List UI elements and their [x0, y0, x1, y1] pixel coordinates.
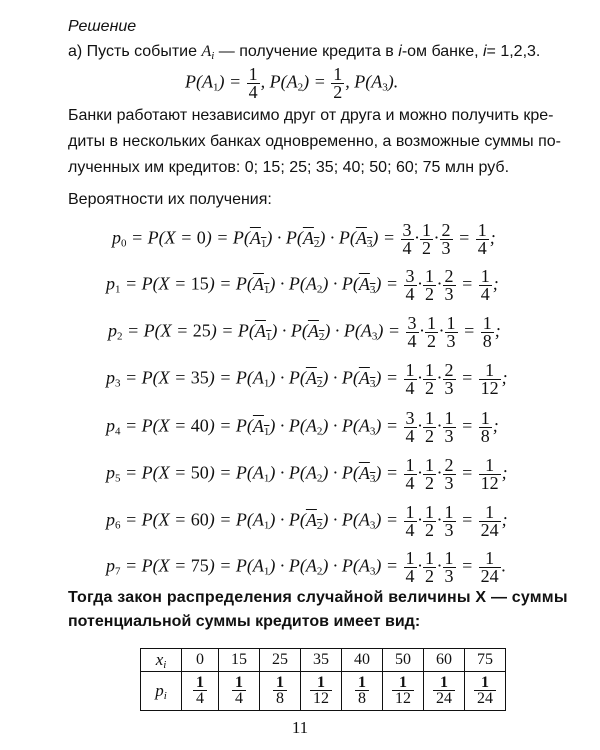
- page-number: 11: [291, 718, 309, 737]
- conclusion-line-1: Тогда закон распределения случайной величины X — суммы: [68, 589, 568, 606]
- x-value-cell: 75: [465, 649, 506, 672]
- formula-p4: $p_4 = P(X = 40) = P(A_1) \cdot P(A_2) \cdot P(A_3)$ = $\frac{3}{4}$ · $\frac{1}{2}$ · $\frac{1}{3}$ = $\frac{1}{8}$ ;: [106, 408, 499, 446]
- p-header-cell: $p_i$: [141, 672, 182, 711]
- p-value-cell: $\frac{1}{12}$: [301, 672, 342, 711]
- x-value-cell: 15: [219, 649, 260, 672]
- p-value-cell: $\frac{1}{8}$: [260, 672, 301, 711]
- paragraph-line-3: лученных им кредитов: 0; 15; 25; 35; 40; 50; 60; 75 млн руб.: [68, 159, 510, 176]
- part-a-statement: а) Пусть событие $A_i$ — получение кредита в i-ом банке, i= 1,2,3.: [68, 43, 541, 62]
- probabilities-heading: Вероятности их получения:: [68, 191, 272, 208]
- bank-probabilities-formula: $P(A_1)$ = $\frac{1}{4}$ , $P(A_2)$ = $\frac{1}{2}$ , $P(A_3)$.: [185, 64, 399, 102]
- table-row-x: [141, 649, 506, 672]
- paragraph-line-1: Банки работают независимо друг от друга и можно получить кре-: [68, 107, 554, 124]
- conclusion-line-2: потенциальной суммы кредитов имеет вид:: [68, 613, 421, 630]
- p-value-cell: $\frac{1}{4}$: [219, 672, 260, 711]
- formula-p2: $p_2 = P(X = 25) = P(A_1) \cdot P(A_2) \cdot P(A_3)$ = $\frac{3}{4}$ · $\frac{1}{2}$ · $\frac{1}{3}$ = $\frac{1}{8}$ ;: [108, 313, 501, 351]
- table-row-p: [141, 672, 506, 711]
- x-value-cell: 40: [342, 649, 383, 672]
- formula-p6: $p_6 = P(X = 60) = P(A_1) \cdot P(A_2) \cdot P(A_3)$ = $\frac{1}{4}$ · $\frac{1}{2}$ · $\frac{1}{3}$ = $\frac{1}{24}$ ;: [106, 502, 508, 540]
- formula-p7: $p_7 = P(X = 75) = P(A_1) \cdot P(A_2) \cdot P(A_3)$ = $\frac{1}{4}$ · $\frac{1}{2}$ · $\frac{1}{3}$ = $\frac{1}{24}$ .: [106, 548, 507, 586]
- p-value-cell: $\frac{1}{24}$: [424, 672, 465, 711]
- p-value-cell: $\frac{1}{12}$: [383, 672, 424, 711]
- p-value-cell: $\frac{1}{24}$: [465, 672, 506, 711]
- x-header-cell: $x_i$: [141, 649, 182, 672]
- p-value-cell: $\frac{1}{8}$: [342, 672, 383, 711]
- paragraph-line-2: диты в нескольких банках одновременно, а возможные суммы по-: [68, 133, 561, 150]
- formula-p1: $p_1 = P(X = 15) = P(A_1) \cdot P(A_2) \cdot P(A_3)$ = $\frac{3}{4}$ · $\frac{1}{2}$ · $\frac{2}{3}$ = $\frac{1}{4}$ ;: [106, 266, 499, 304]
- formula-p0: $p_0 = P(X = 0) = P(A_1) \cdot P(A_2) \cdot P(A_3)$ = $\frac{3}{4}$ · $\frac{1}{2}$ · $\frac{2}{3}$ = $\frac{1}{4}$ ;: [112, 220, 496, 258]
- p-value-cell: $\frac{1}{4}$: [182, 672, 219, 711]
- solution-heading: Решение: [68, 18, 137, 35]
- formula-p5: $p_5 = P(X = 50) = P(A_1) \cdot P(A_2) \cdot P(A_3)$ = $\frac{1}{4}$ · $\frac{1}{2}$ · $\frac{2}{3}$ = $\frac{1}{12}$ ;: [106, 455, 508, 493]
- x-value-cell: 60: [424, 649, 465, 672]
- distribution-table: [140, 648, 506, 711]
- x-value-cell: 0: [182, 649, 219, 672]
- formula-p3: $p_3 = P(X = 35) = P(A_1) \cdot P(A_2) \cdot P(A_3)$ = $\frac{1}{4}$ · $\frac{1}{2}$ · $\frac{2}{3}$ = $\frac{1}{12}$ ;: [106, 360, 508, 398]
- x-value-cell: 50: [383, 649, 424, 672]
- x-value-cell: 35: [301, 649, 342, 672]
- x-value-cell: 25: [260, 649, 301, 672]
